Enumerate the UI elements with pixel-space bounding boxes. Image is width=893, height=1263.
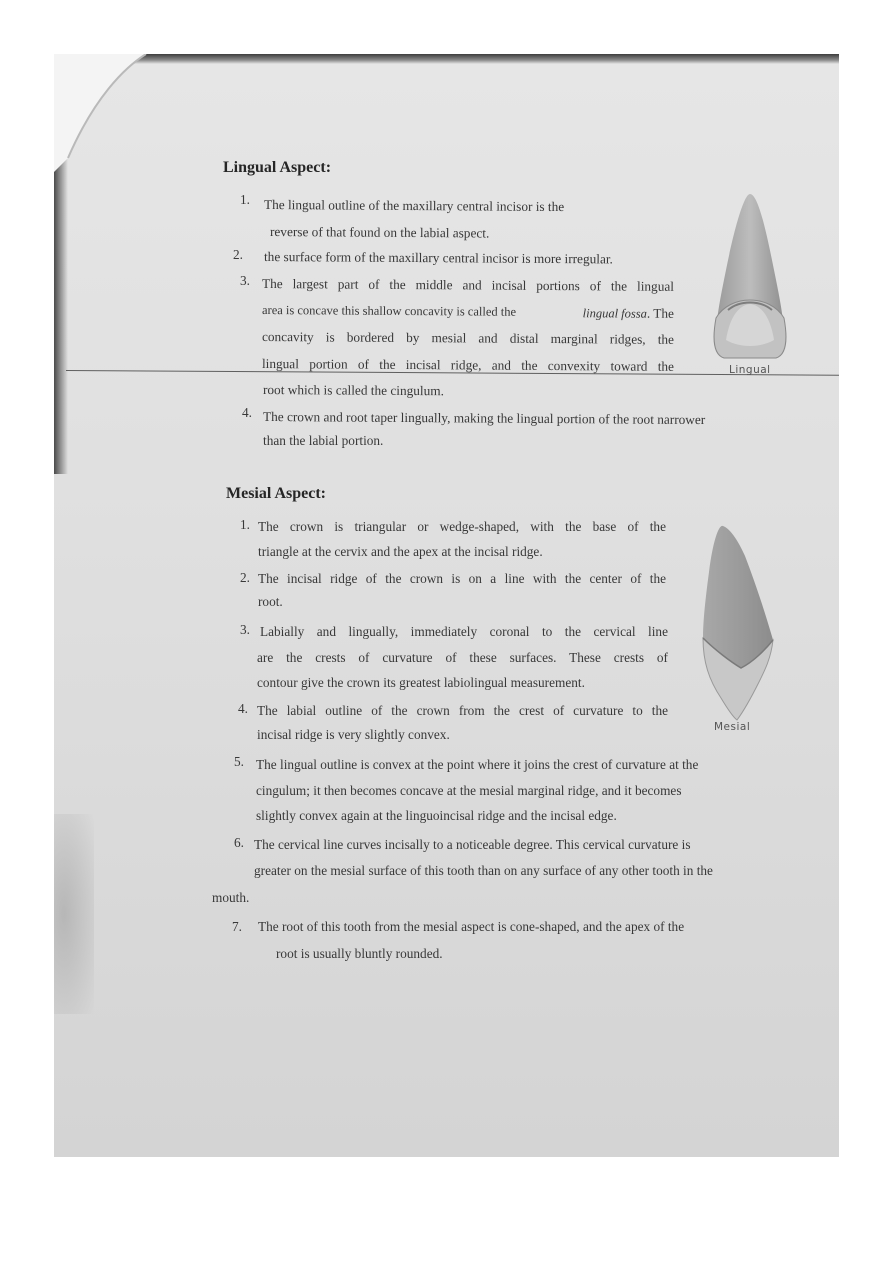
list-line: The largest part of the middle and incisal portions of the lingual xyxy=(261,276,675,294)
lingual-figure-caption: Lingual xyxy=(729,364,771,376)
list-line: The crown and root taper lingually, making the lingual portion of the root narrower xyxy=(262,409,706,428)
left-smudge xyxy=(54,814,94,1014)
list-line: Labially and lingually, immediately coronal to the cervical line xyxy=(260,624,668,639)
list-number: 3. xyxy=(240,622,250,637)
list-number: 7. xyxy=(232,919,242,934)
top-edge-shadow xyxy=(54,54,839,64)
lingual-fossa-term: lingual fossa xyxy=(582,306,647,321)
list-number: 6. xyxy=(234,835,244,850)
list-line: slightly convex again at the linguoincisal ridge and the incisal edge. xyxy=(256,808,617,823)
lingual-heading: Lingual Aspect: xyxy=(223,159,332,176)
list-number: 5. xyxy=(234,754,244,769)
list-number: 4. xyxy=(242,405,252,420)
list-number: 4. xyxy=(238,701,248,716)
list-line: The incisal ridge of the crown is on a line with the center of the xyxy=(258,571,666,586)
list-number: 1. xyxy=(240,517,250,532)
list-line: concavity is bordered by mesial and distal marginal ridges, the xyxy=(261,329,675,347)
list-line: reverse of that found on the labial aspect. xyxy=(269,224,490,241)
list-line: The lingual outline of the maxillary central incisor is the xyxy=(263,197,565,215)
mesial-tooth-figure xyxy=(695,522,785,722)
list-number: 3. xyxy=(240,273,250,288)
list-line: are the crests of curvature of these surfaces. These crests of xyxy=(257,650,668,665)
list-line: than the labial portion. xyxy=(263,433,384,448)
list-line: greater on the mesial surface of this tooth than on any surface of any other tooth in the xyxy=(254,863,713,878)
list-number: 1. xyxy=(240,192,250,207)
mesial-heading: Mesial Aspect: xyxy=(226,485,326,502)
list-line: lingual portion of the incisal ridge, and the convexity toward the xyxy=(261,356,675,374)
list-line: root is usually bluntly rounded. xyxy=(276,946,443,961)
lingual-tooth-figure xyxy=(700,190,800,370)
list-line: root which is called the cingulum. xyxy=(262,382,445,399)
list-line: triangle at the cervix and the apex at the incisal ridge. xyxy=(258,544,543,559)
list-number: 2. xyxy=(240,570,250,585)
list-line: mouth. xyxy=(212,890,250,905)
list-line-part: . The xyxy=(646,305,675,321)
list-line: incisal ridge is very slightly convex. xyxy=(257,727,450,742)
list-line: The crown is triangular or wedge-shaped, with the base of the xyxy=(258,519,666,534)
list-line-part: area is concave this shallow concavity is called the xyxy=(261,303,517,319)
list-line xyxy=(262,298,674,327)
list-line: The lingual outline is convex at the point where it joins the crest of curvature at the xyxy=(256,757,699,772)
list-line: cingulum; it then becomes concave at the mesial marginal ridge, and it becomes xyxy=(256,783,682,798)
list-line: The cervical line curves incisally to a noticeable degree. This cervical curvature is xyxy=(254,837,691,852)
list-line: The labial outline of the crown from the crest of curvature to the xyxy=(257,703,668,718)
list-line: The root of this tooth from the mesial aspect is cone-shaped, and the apex of the xyxy=(258,919,685,934)
list-line: root. xyxy=(258,594,283,609)
list-number: 2. xyxy=(233,247,243,262)
mesial-figure-caption: Mesial xyxy=(714,721,751,733)
list-line-part xyxy=(583,300,675,327)
list-line: the surface form of the maxillary central incisor is more irregular. xyxy=(263,249,613,267)
page-curl-corner xyxy=(54,54,164,184)
list-line: contour give the crown its greatest labiolingual measurement. xyxy=(257,675,585,690)
